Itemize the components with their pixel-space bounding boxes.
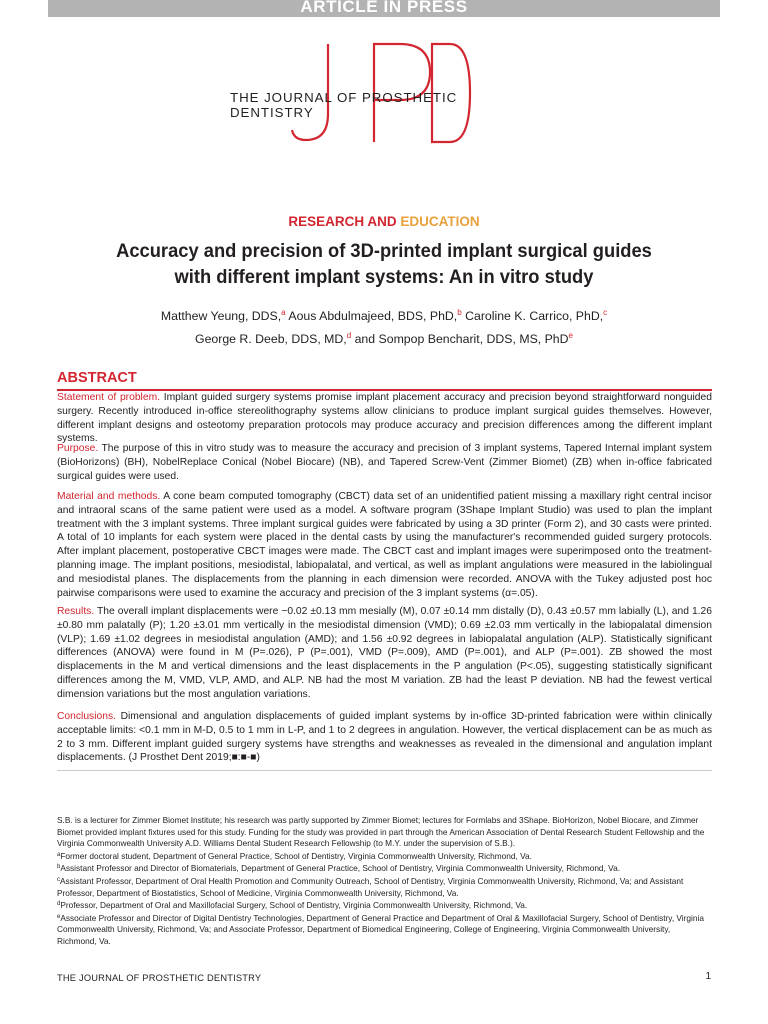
title-line-2: with different implant systems: An in vitro study (174, 266, 594, 288)
affiliation-text: Assistant Professor and Director of Biomaterials, Department of General Practice, School of Dentistry, Virginia Commonwealth University, Richmond, Va. (60, 863, 620, 874)
paragraph-text: A cone beam computed tomography (CBCT) data set of an unidentified patient missing a maxillary right central incisor and intraoral scans of the same patient were used as a model. A software program (3Shape Implant Studio) was used to plan the implant treatment with the 3 implant systems. Three implant surgical guides were fabricated by using a 3D printer (Form 2), and 30 casts were printed. A total of 10 implants for each system were placed in the dental casts by using the manufacturer's recommended guided surgery protocols. After implant placement, postoperative CBCT images were made. The CBCT cast and implant images were superimposed onto the treatment-planning image. The implant positions, mesiodistal, labiopalatal, and vertical, as well as implant angulations were measured in the labiolingual and mesiodistal planes. The displacements from the planning in each dimension were recorded. ANOVA with the Tukey adjusted post hoc pairwise comparisons were used to examine the accuracy and precision of the 3 implant systems (α=.05). (57, 491, 712, 599)
paragraph-label: Conclusions. (57, 711, 116, 722)
author-name: Aous Abdulmajeed, BDS, PhD, (288, 309, 458, 323)
affiliation-text: Former doctoral student, Department of General Practice, School of Dentistry, Virginia Commonwealth University, Richmond, Va. (60, 850, 532, 861)
paragraph-text: Implant guided surgery systems promise implant placement accuracy and precision beyond straightforward nonguided surgery. Recently introduced in-office stereolithography systems allow clinicians to produce implant surgical guides themselves. However, different implant designs and osteotomy preparation protocols may produce accuracy and precision differences among the different implant systems. (57, 392, 712, 445)
abstract-heading: ABSTRACT (57, 370, 137, 386)
paragraph-text: The purpose of this in vitro study was to measure the accuracy and precision of 3 implant systems, Tapered Internal implant system (BioHorizons) (BH), NobelReplace Conical (Nobel Biocare) (NB), and Tapered Screw-Vent (Zimmer Biomet) (ZB) when in-office fabricated surgical guides were used. (57, 443, 712, 482)
author-affiliation-mark: e (568, 331, 573, 340)
abstract-material-and-methods (57, 490, 712, 600)
paragraph-label: Material and methods. (57, 491, 161, 502)
affiliation-text: Professor, Department of Oral and Maxillofacial Surgery, School of Dentistry, Virginia Commonwealth University, Richmond, Va. (60, 900, 528, 911)
affiliation-mark: c (57, 876, 60, 883)
affiliation-note (57, 875, 712, 899)
section-label (0, 214, 768, 229)
paragraph-text: Dimensional and angulation displacements of guided implant systems by in-office 3D-printed fabrication were within clinically acceptable limits: <0.1 mm in M-D, 0.5 to 1 mm in L-P, and 1 to 2 degrees in angulation. However, the vertical displacement can be as much as 2 to 3 mm. Different implant guided surgery systems have strengths and weaknesses as revealed in the dimensional and angulation implant displacements. (J Prosthet Dent 2019;■:■-■) (57, 711, 712, 764)
author-affiliation-mark: a (281, 308, 286, 317)
affiliation-note (57, 862, 712, 875)
section-education: EDUCATION (400, 214, 480, 229)
affiliation-text: Assistant Professor, Department of Oral Health Promotion and Community Outreach, School of Dentistry, Virginia Commonwealth University, Richmond, Va; and Assistant Professor, Department of Biostatistics, School of Medicine, Virginia Commonwealth University, Richmond, Va. (57, 875, 684, 898)
affiliation-text: Associate Professor and Director of Digital Dentistry Technologies, Department of General Practice and Department of Oral & Maxillofacial Surgery, School of Dentistry, Virginia Commonwealth University, Richmond, Va; and Associate Professor, Department of Biomedical Engineering, College of Engineering, Virginia Commonwealth University, Richmond, Va. (57, 912, 704, 946)
article-in-press-banner (48, 0, 720, 17)
authors-line-1 (60, 303, 708, 326)
affiliation-mark: a (57, 851, 61, 858)
abstract-results (57, 605, 712, 702)
author-affiliation-mark: c (603, 308, 608, 317)
author-name: Matthew Yeung, DDS, (160, 309, 282, 323)
abstract-purpose (57, 442, 712, 483)
affiliation-mark: b (57, 864, 61, 871)
paragraph-label: Results. (57, 606, 95, 617)
abstract-statement-of-problem (57, 391, 712, 446)
affiliation-mark: e (57, 913, 61, 920)
author-name: and Sompop Bencharit, DDS, MS, PhD (354, 332, 569, 346)
title-line-1: Accuracy and precision of 3D-printed implant surgical guides (116, 240, 652, 262)
banner-text: ARTICLE IN PRESS (300, 0, 468, 16)
author-list (60, 303, 708, 349)
footnotes (57, 815, 712, 948)
section-research: RESEARCH AND (288, 214, 397, 229)
authors-line-2 (60, 326, 708, 349)
abstract-conclusions (57, 710, 712, 765)
paragraph-label: Statement of problem. (57, 392, 161, 403)
paragraph-label: Purpose. (57, 443, 99, 454)
author-name: Caroline K. Carrico, PhD, (465, 309, 604, 323)
author-affiliation-mark: b (457, 308, 462, 317)
affiliation-mark: d (57, 901, 61, 908)
journal-name: THE JOURNAL OF PROSTHETIC DENTISTRY (230, 90, 458, 120)
author-affiliation-mark: d (346, 331, 352, 340)
affiliation-note (57, 850, 712, 863)
author-name: George R. Deeb, DDS, MD, (195, 332, 347, 346)
affiliation-note (57, 912, 712, 948)
footer-journal-name: THE JOURNAL OF PROSTHETIC DENTISTRY (57, 973, 262, 983)
page-number: 1 (705, 971, 711, 982)
disclosure-note: S.B. is a lecturer for Zimmer Biomet Institute; his research was partly supported by Zimmer Biomet; lectures for Formlabs and 3Shape. BioHorizon, Nobel Biocare, and Zimmer Biomet provided implant fixtures used for this study. Funding for the study was provided in part through the American Association of Dental Research Student Fellowship and the Virginia Commonwealth University A.D. Williams Dental Student Research Fellowship (to M.Y. under the supervision of S.B.). (57, 815, 705, 849)
abstract-bottom-rule (57, 770, 712, 771)
paragraph-text: The overall implant displacements were −0.02 ±0.13 mm mesially (M), 0.07 ±0.14 mm distally (D), 0.43 ±0.57 mm labially (L), and 1.26 ±0.80 mm palatally (P); 1.20 ±3.01 mm vertically in the mesiodistal dimension (VMD); 0.69 ±2.03 mm vertically in the labiopalatal dimension (VLP); 1.69 ±1.02 degrees in mesiodistal angulation (AMD); and 1.56 ±0.92 degrees in labiopalatal angulation (ALP). Statistically significant differences (ANOVA) were found in M (P=.026), P (P=.001), VMD (P=.009), AMD (P=.001), and ALP (P=.001). ZB showed the most displacements in the M and vertical dimensions and the least displacements in the P angulation (P<.05), suggesting statistically significant differences among the M, VMD, VLP, AMD, and ALP. NB had the most M variation. ZB had the least P deviation. NB had the fewest vertical dimension variations but the most angulation variations. (57, 606, 712, 700)
affiliation-note (57, 899, 712, 912)
article-title (79, 238, 688, 290)
